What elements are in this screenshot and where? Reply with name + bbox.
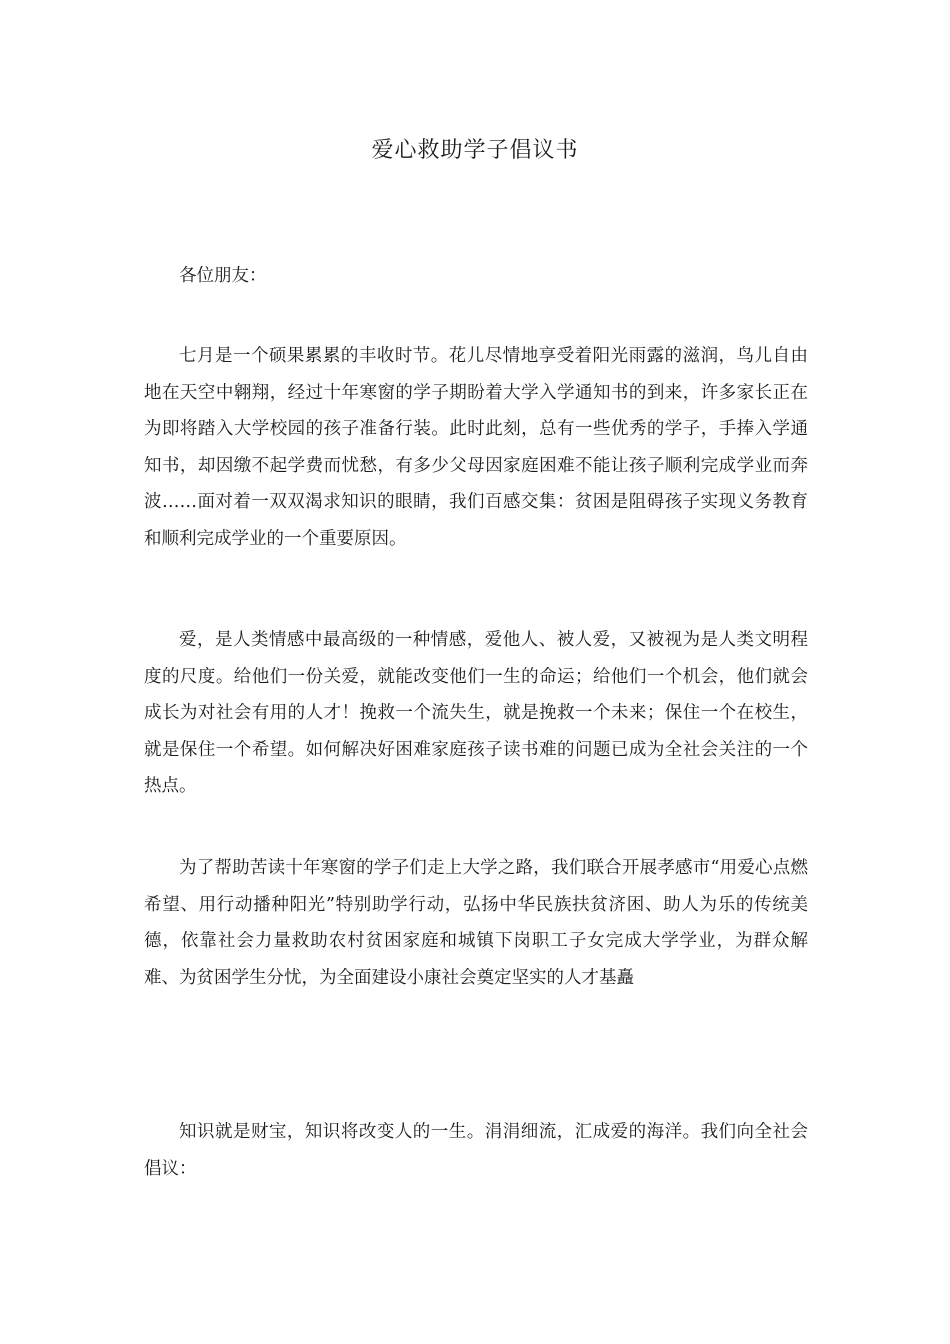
paragraph-4: 知识就是财宝，知识将改变人的一生。涓涓细流，汇成爱的海洋。我们向全社会倡议： [144,1122,808,1179]
greeting: 各位朋友： [179,266,267,286]
document-title: 爱心救助学子倡议书 [371,138,579,163]
paragraph-3: 为了帮助苦读十年寒窗的学子们走上大学之路，我们联合开展孝感市“用爱心点燃希望、用行动播种阳光”特别助学行动，弘扬中华民族扶贫济困、助人为乐的传统美德，依靠社会力量救助农村贫困家庭和城镇下岗职工子女完成大学学业，为群众解难、为贫困学生分忧，为全面建设小康社会奠定坚实的人才基矗 [144,858,808,988]
paragraph-1: 七月是一个硕果累累的丰收时节。花儿尽情地享受着阳光雨露的滋润，鸟儿自由地在天空中翱翔，经过十年寒窗的学子期盼着大学入学通知书的到来，许多家长正在为即将踏入大学校园的孩子准备行装。此时此刻，总有一些优秀的学子，手捧入学通知书，却因缴不起学费而忧愁，有多少父母因家庭困难不能让孩子顺利完成学业而奔波……面对着一双双渴求知识的眼睛，我们百感交集：贫困是阻碍孩子实现义务教育和顺利完成学业的一个重要原因。 [144,346,808,549]
paragraph-2: 爱，是人类情感中最高级的一种情感，爱他人、被人爱，又被视为是人类文明程度的尺度。给他们一份关爱，就能改变他们一生的命运；给他们一个机会，他们就会成长为对社会有用的人才！挽救一个流失生，就是挽救一个未来；保住一个在校生，就是保住一个希望。如何解决好困难家庭孩子读书难的问题已成为全社会关注的一个热点。 [144,630,808,796]
